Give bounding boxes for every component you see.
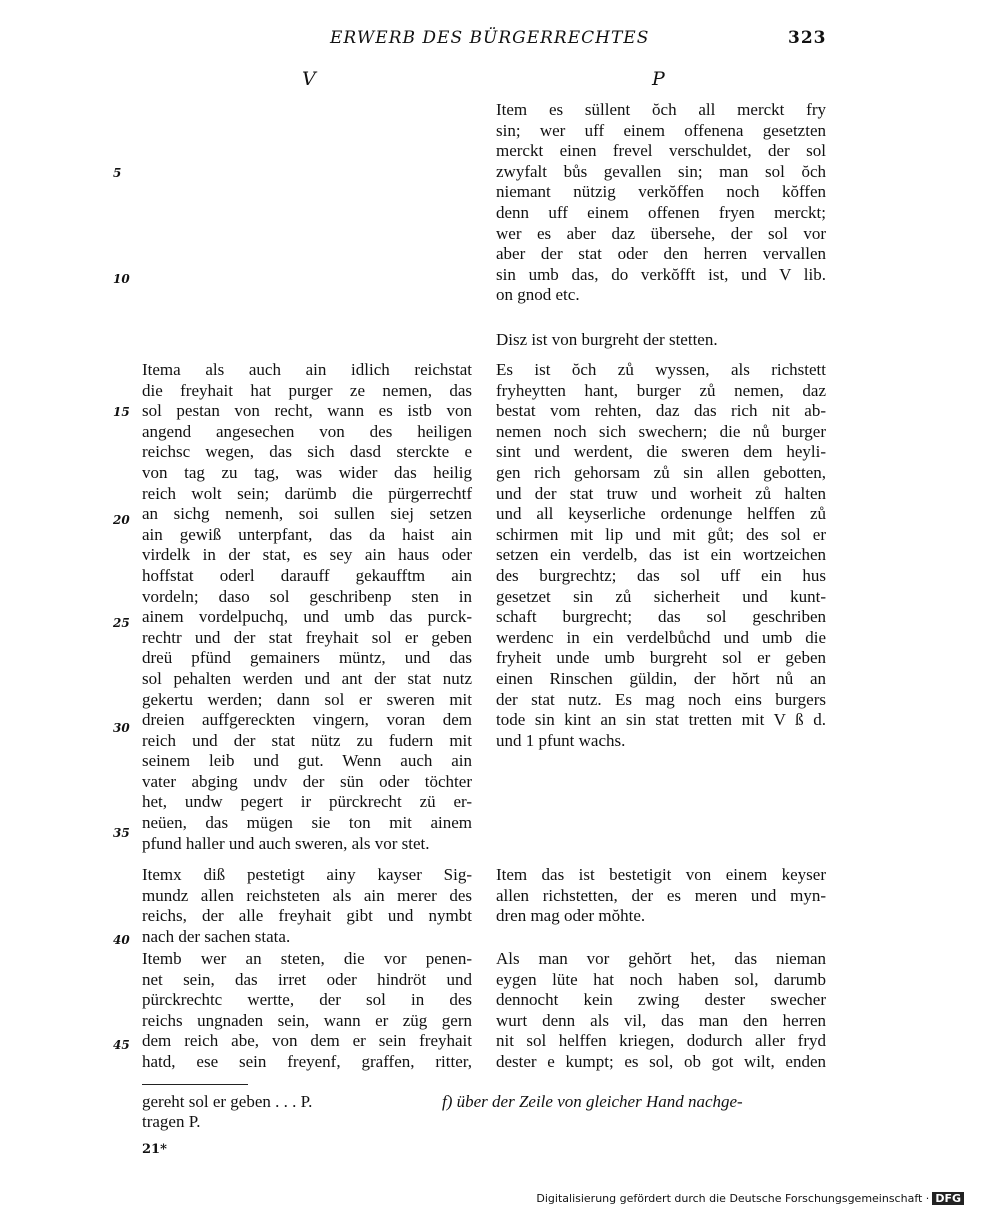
line-number: 30 (113, 721, 130, 735)
text-line: von tag zu tag, was wider das heilig (142, 462, 472, 482)
text-line: gesetzet sin zů sicherheit und kunt- (496, 586, 826, 606)
section-heading (496, 330, 826, 351)
text-line: Itema als auch ain idlich reichstat (142, 360, 472, 379)
line-number: 35 (113, 826, 130, 840)
dfg-logo: DFG (932, 1192, 964, 1205)
right-paragraph-burgrecht (496, 360, 826, 751)
footnote-left-line-1: gereht sol er geben . . . P. (142, 1092, 313, 1111)
text-line: zwyfalt bůs gevallen sin; man sol ŏch (496, 161, 826, 181)
text-line: setzen ein verdelb, das ist ein wortzeichen (496, 545, 826, 565)
text-line: schirmen mit lip und mit gůt; des sol er (496, 524, 826, 544)
text-line: hatd, ese sein freyenf, graffen, ritter, (142, 1051, 472, 1071)
right-paragraph-eygen-luete (496, 949, 826, 1073)
text-line: vater abging undv der sün oder töchter (142, 771, 472, 791)
text-line: sol pestan von recht, wann es istb von (142, 401, 472, 421)
text-line: bestat vom rehten, daz das rich nit ab- (496, 401, 826, 421)
text-line: wurt denn als vil, das man den herren (496, 1010, 826, 1030)
text-line: allen richstetten, der es meren und myn- (496, 885, 826, 905)
text-line: virdelk in der stat, es sey ain haus oder (142, 545, 472, 565)
text-line: und 1 pfunt wachs. (496, 730, 626, 750)
text-line: dreien auffgereckten vingern, voran dem (142, 710, 472, 730)
text-line: werdenc in ein verdelbůchd und umb die (496, 627, 826, 647)
text-line: des burgrechtz; das sol uff ein hus (496, 565, 826, 585)
text-line: het, undw pegert ir pürckrecht zü er- (142, 792, 472, 812)
credit-text: Digitalisierung gefördert durch die Deutsche Forschungsgemeinschaft · (536, 1192, 930, 1205)
line-number: 5 (113, 166, 122, 180)
text-line: die freyhait hat purger ze nemen, das (142, 380, 472, 400)
text-line: Item es süllent ŏch all merckt fry (496, 100, 826, 119)
text-line: reich und der stat nütz zu fudern mit (142, 730, 472, 750)
page-number: 323 (788, 28, 827, 48)
text-line: reichs, der alle freyhait gibt und nymbt (142, 906, 472, 926)
text-line: und all keyserliche ordenunge helffen zů (496, 504, 826, 524)
text-line: der stat nutz. Es mag noch eins burgers (496, 689, 826, 709)
text-line: on gnod etc. (496, 285, 580, 305)
text-line: denn uff einem offenen fryen merckt; (496, 202, 826, 222)
text-line: pfund haller und auch sweren, als vor stet. (142, 833, 430, 853)
text-line: ain gewiß unterpfant, das da haist ain (142, 524, 472, 544)
line-number: 40 (113, 933, 130, 947)
text-line: vordeln; daso sol geschribenp sten in (142, 586, 472, 606)
text-line: einen Rinschen güldin, der hŏrt nů an (496, 668, 826, 688)
text-line: Disz ist von burgreht der stetten. (496, 330, 718, 349)
text-line: neüen, das mügen sie ton mit ainem (142, 813, 472, 833)
text-line: gen rich gehorsam zů sin allen gebotten, (496, 462, 826, 482)
left-paragraph-burgrecht (142, 360, 472, 854)
footnote-left-line-2: tragen P. (142, 1112, 201, 1131)
text-line: aber der stat oder den herren vervallen (496, 244, 826, 264)
text-line: merckt einen frevel verschuldet, der sol (496, 141, 826, 161)
text-line: Itemx diß pestetigt ainy kayser Sig- (142, 865, 472, 884)
text-line: Item das ist bestetigit von einem keyser (496, 865, 826, 884)
text-line: dennocht kein zwing dester swecher (496, 990, 826, 1010)
text-line: wer es aber daz übersehe, der sol vor (496, 223, 826, 243)
text-line: Es ist ŏch zů wyssen, als richstett (496, 360, 826, 379)
right-paragraph-keyser (496, 865, 826, 927)
text-line: dem reich abe, von dem er sein freyhait (142, 1031, 472, 1051)
left-paragraph-sigmund (142, 865, 472, 947)
text-line: pürckrechtc wertte, der sol in des (142, 990, 472, 1010)
text-line: gekertu werden; dann sol er sweren mit (142, 689, 472, 709)
line-number: 15 (113, 405, 130, 419)
text-line: reich wolt sein; darümb die pürgerrechtf (142, 483, 472, 503)
signature-mark: 21* (142, 1142, 167, 1157)
text-line: dreü pfünd gemainers müntz, und das (142, 648, 472, 668)
text-line: dester e kumpt; es sol, ob got wilt, enden (496, 1051, 826, 1071)
running-title: ERWERB DES BÜRGERRECHTES (330, 28, 650, 48)
text-line: angend angesechen von des heiligen (142, 421, 472, 441)
text-line: mundz allen reichsteten als ain merer des (142, 885, 472, 905)
text-line: sin; wer uff einem offenena gesetzten (496, 120, 826, 140)
text-line: fryheit unde umb burgreht sol er geben (496, 648, 826, 668)
text-line: dren mag oder mŏhte. (496, 906, 646, 926)
text-line: tode sin kint an sin stat tretten mit V ß d. (496, 710, 826, 730)
footnote-divider (142, 1084, 248, 1085)
line-number: 45 (113, 1038, 130, 1052)
text-line: fryheytten hant, burger zů nemen, daz (496, 380, 826, 400)
text-line: hoffstat oderl darauff gekaufftm ain (142, 565, 472, 585)
text-line: reichsc wegen, das sich dasd sterckte e (142, 442, 472, 462)
line-number: 25 (113, 616, 130, 630)
text-line: niemant nützig verkŏffen noch kŏffen (496, 182, 826, 202)
column-siglum-p: P (652, 68, 665, 90)
text-line: schaft burgrecht; das sol geschriben (496, 607, 826, 627)
text-line: sol pehalten werden und ant der stat nutz (142, 668, 472, 688)
text-line: ainem vordelpuchq, und umb das purck- (142, 607, 472, 627)
footnote-right-line-1: f) über der Zeile von gleicher Hand nachge- (442, 1092, 743, 1111)
text-line: nemen noch sich swechern; die nů burger (496, 421, 826, 441)
text-line: rechtr und der stat freyhait sol er geben (142, 627, 472, 647)
line-number: 20 (113, 513, 130, 527)
funding-credit (536, 1192, 964, 1205)
text-line: nit sol helffen kriegen, dodurch aller fryd (496, 1031, 826, 1051)
text-line: seinem leib und gut. Wenn auch ain (142, 751, 472, 771)
text-line: und der stat truw und worheit zů halten (496, 483, 826, 503)
left-paragraph-ungnaden (142, 949, 472, 1073)
text-line: eygen lüte hat noch haben sol, darumb (496, 969, 826, 989)
text-line: an sichg nemenh, soi sullen siej setzen (142, 504, 472, 524)
right-paragraph-market (496, 100, 826, 306)
line-number: 10 (113, 272, 130, 286)
text-line: Itemb wer an steten, die vor penen- (142, 949, 472, 968)
text-line: net sein, das irret oder hindröt und (142, 969, 472, 989)
column-siglum-v: V (302, 68, 316, 90)
text-line: Als man vor gehŏrt het, das nieman (496, 949, 826, 968)
text-line: sint und werdent, die sweren dem heyli- (496, 442, 826, 462)
text-line: reichs ungnaden sein, wann er züg gern (142, 1010, 472, 1030)
text-line: sin umb das, do verkŏfft ist, und V lib. (496, 264, 826, 284)
text-line: nach der sachen stata. (142, 926, 291, 946)
